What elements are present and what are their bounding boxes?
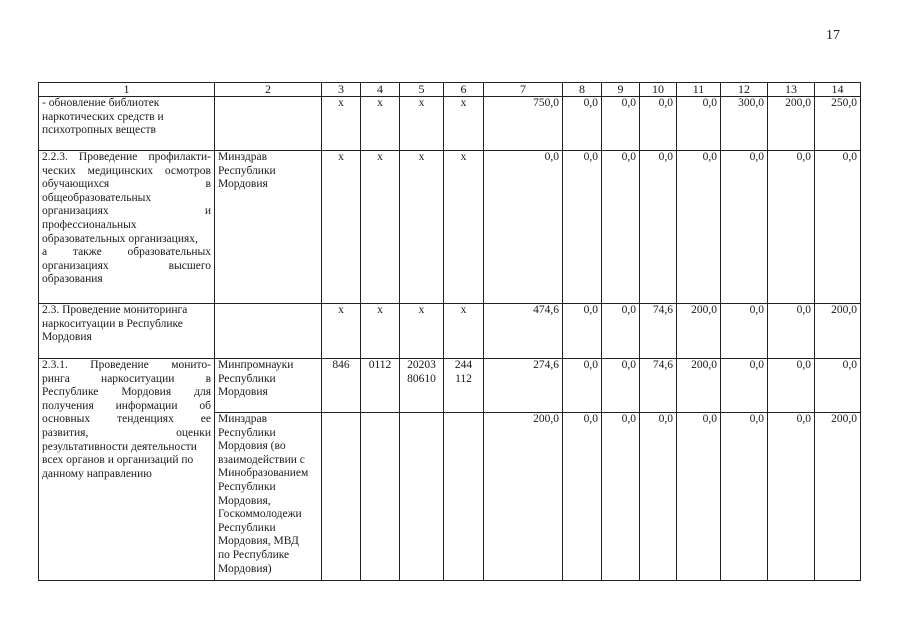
code-cell — [361, 413, 400, 581]
value-cell: 0,0 — [563, 304, 602, 359]
value-cell: 0,0 — [677, 413, 721, 581]
value-cell: 0,0 — [768, 304, 815, 359]
table-row — [39, 304, 861, 359]
measure-line: обучающихся в — [42, 178, 211, 191]
table-header-row — [39, 83, 861, 97]
value-cell: 0,0 — [721, 151, 768, 304]
measure-line: наркоситуации в Республике — [42, 317, 183, 330]
header-cell: 5 — [400, 83, 444, 97]
header-cell: 4 — [361, 83, 400, 97]
code-cell: х — [400, 151, 444, 304]
executor-line: по Республике — [218, 548, 290, 561]
measure-line: 2.2.3. Проведение профилакти- — [42, 151, 211, 163]
code-cell: х — [361, 97, 400, 151]
value-cell: 0,0 — [768, 413, 815, 581]
header-cell: 9 — [602, 83, 640, 97]
measure-line: получения информации об — [42, 399, 211, 412]
executor-cell — [215, 97, 322, 151]
executor-line: Минздрав — [218, 413, 268, 425]
value-cell: 0,0 — [721, 304, 768, 359]
value-cell: 0,0 — [602, 97, 640, 151]
value-cell: 200,0 — [768, 97, 815, 151]
code-cell: 846 — [322, 359, 361, 413]
code-cell: х — [444, 97, 484, 151]
header-cell: 3 — [322, 83, 361, 97]
measure-cell — [39, 97, 215, 151]
measure-line: 2.3.1. Проведение монито- — [42, 359, 211, 371]
measure-line: Мордовия — [42, 331, 92, 344]
executor-line: Мордовия (во — [218, 440, 286, 453]
value-cell: 750,0 — [484, 97, 563, 151]
code-cell — [400, 413, 444, 581]
value-cell: 250,0 — [815, 97, 861, 151]
measure-line: всех органов и организаций по — [42, 454, 194, 467]
executor-cell — [215, 304, 322, 359]
value-cell: 200,0 — [677, 359, 721, 413]
measure-line: наркотических средств и — [42, 110, 164, 123]
code-cell: 244 112 — [444, 359, 484, 413]
value-cell: 0,0 — [768, 151, 815, 304]
code-cell: х — [444, 304, 484, 359]
value-cell: 200,0 — [815, 304, 861, 359]
measure-line: организациях высшего — [42, 259, 211, 272]
code-cell — [444, 413, 484, 581]
executor-line: Республики — [218, 164, 276, 177]
header-cell: 13 — [768, 83, 815, 97]
executor-line: Госкоммолодежи — [218, 508, 302, 521]
value-cell: 0,0 — [640, 413, 677, 581]
header-cell: 10 — [640, 83, 677, 97]
measure-line: а также образовательных — [42, 246, 211, 259]
value-cell: 0,0 — [602, 359, 640, 413]
measure-line: образования — [42, 273, 103, 286]
executor-line: Республики — [218, 521, 276, 534]
measure-line: Республике Мордовия для — [42, 386, 211, 399]
header-cell: 14 — [815, 83, 861, 97]
value-cell: 0,0 — [563, 359, 602, 413]
value-cell: 200,0 — [815, 413, 861, 581]
header-cell: 12 — [721, 83, 768, 97]
value-cell: 0,0 — [721, 359, 768, 413]
header-cell: 6 — [444, 83, 484, 97]
header-cell: 7 — [484, 83, 563, 97]
code-cell: х — [444, 151, 484, 304]
value-cell: 0,0 — [563, 413, 602, 581]
executor-line: Республики — [218, 372, 276, 385]
table-row — [39, 359, 861, 413]
code-cell: 20203 80610 — [400, 359, 444, 413]
value-cell: 0,0 — [563, 97, 602, 151]
measure-line: результативности деятельности — [42, 440, 197, 453]
code-cell: х — [322, 151, 361, 304]
value-cell: 0,0 — [768, 359, 815, 413]
header-cell: 1 — [39, 83, 215, 97]
value-cell: 74,6 — [640, 304, 677, 359]
header-cell: 2 — [215, 83, 322, 97]
measure-line: общеобразовательных — [42, 191, 152, 204]
executor-line: Минобразованием — [218, 467, 309, 480]
executor-line: Республики — [218, 480, 276, 493]
value-cell: 0,0 — [815, 359, 861, 413]
executor-line: Мордовия) — [218, 562, 272, 575]
measure-line: психотропных веществ — [42, 124, 156, 137]
measure-line: - обновление библиотек — [42, 97, 160, 109]
code-cell: х — [400, 97, 444, 151]
measure-line: ческих медицинских осмотров — [42, 164, 211, 177]
executor-line: Мордовия — [218, 386, 268, 399]
header-cell: 8 — [563, 83, 602, 97]
budget-table — [38, 82, 861, 581]
value-cell: 0,0 — [721, 413, 768, 581]
code-cell: х — [400, 304, 444, 359]
measure-cell — [39, 359, 215, 581]
code-cell: 0112 — [361, 359, 400, 413]
value-cell: 0,0 — [484, 151, 563, 304]
code-cell: х — [322, 304, 361, 359]
value-cell: 0,0 — [815, 151, 861, 304]
value-cell: 0,0 — [602, 304, 640, 359]
measure-cell — [39, 304, 215, 359]
executor-cell — [215, 413, 322, 581]
code-cell: х — [361, 151, 400, 304]
value-cell: 200,0 — [484, 413, 563, 581]
executor-cell — [215, 151, 322, 304]
executor-line: взаимодействии с — [218, 453, 305, 466]
executor-line: Мордовия, — [218, 494, 271, 507]
executor-line: Мордовия, МВД — [218, 535, 299, 548]
measure-line: ринга наркоситуации в — [42, 372, 211, 385]
executor-cell — [215, 359, 322, 413]
code-cell — [322, 413, 361, 581]
table-row — [39, 97, 861, 151]
value-cell: 74,6 — [640, 359, 677, 413]
measure-line: организациях и — [42, 205, 211, 218]
value-cell: 0,0 — [640, 97, 677, 151]
table-row — [39, 151, 861, 304]
value-cell: 0,0 — [677, 151, 721, 304]
measure-line: профессиональных — [42, 218, 137, 231]
value-cell: 0,0 — [602, 151, 640, 304]
value-cell: 0,0 — [640, 151, 677, 304]
measure-line: развития, оценки — [42, 426, 211, 439]
code-cell: х — [361, 304, 400, 359]
measure-line: образовательных организациях, — [42, 232, 198, 245]
measure-line: основных тенденциях ее — [42, 413, 211, 426]
value-cell: 0,0 — [602, 413, 640, 581]
value-cell: 0,0 — [563, 151, 602, 304]
value-cell: 300,0 — [721, 97, 768, 151]
value-cell: 200,0 — [677, 304, 721, 359]
header-cell: 11 — [677, 83, 721, 97]
executor-line: Мордовия — [218, 178, 268, 191]
measure-line: данному направлению — [42, 467, 152, 480]
executor-line: Минздрав — [218, 151, 268, 163]
executor-line: Минпромнауки — [218, 359, 294, 371]
measure-cell — [39, 151, 215, 304]
measure-line: 2.3. Проведение мониторинга — [42, 304, 188, 316]
value-cell: 274,6 — [484, 359, 563, 413]
code-cell: х — [322, 97, 361, 151]
value-cell: 474,6 — [484, 304, 563, 359]
executor-line: Республики — [218, 426, 276, 439]
value-cell: 0,0 — [677, 97, 721, 151]
page-number: 17 — [826, 28, 840, 43]
